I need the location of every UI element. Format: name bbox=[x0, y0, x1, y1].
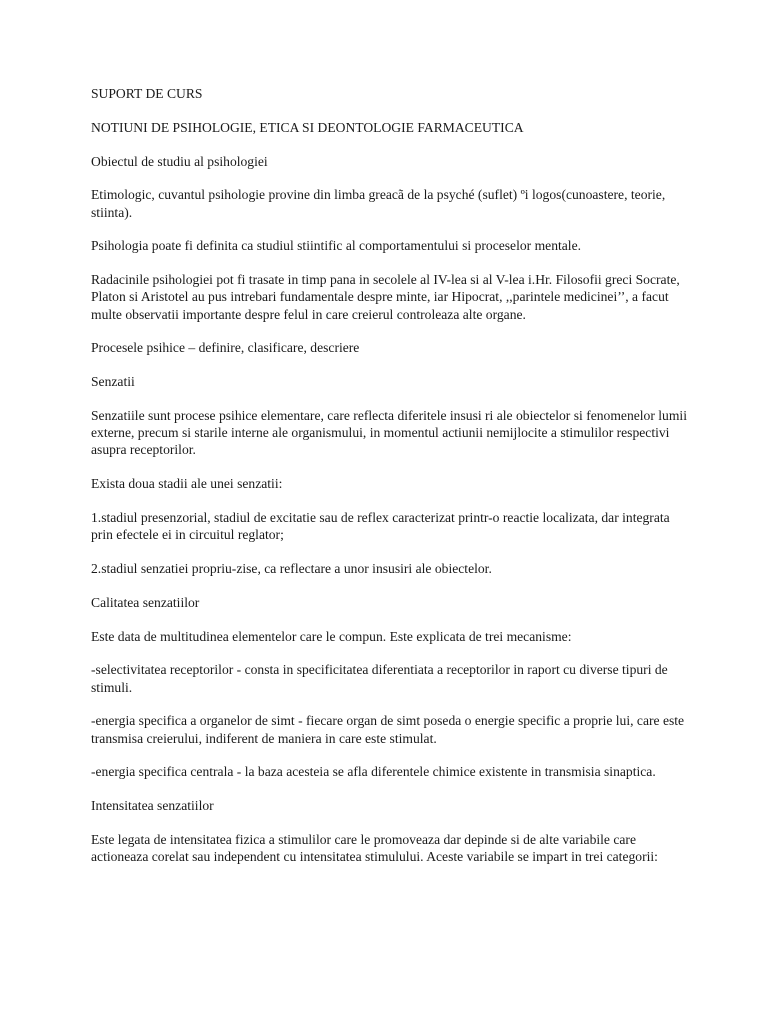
paragraph-mechanism-1: -selectivitatea receptorilor - consta in specificitatea diferentiata a receptorilor in raport cu diverse tipuri de stimuli. bbox=[91, 662, 668, 695]
course-title: NOTIUNI DE PSIHOLOGIE, ETICA SI DEONTOLOGIE FARMACEUTICA bbox=[91, 119, 524, 135]
paragraph-stage-1: 1.stadiul presenzorial, stadiul de excitatie sau de reflex caracterizat printr-o reactie localizata, dar integrata prin efectele ei in circuitul reglator; bbox=[91, 509, 670, 543]
course-label: SUPORT DE CURS bbox=[91, 86, 203, 101]
paragraph-sensations: Senzatiile sunt procese psihice elementare, care reflecta diferitele insusi ri ale obiectelor si fenomenelor lumii externe, precum si starile interne ale organismului, in momentul actiunii nemijlocite a stimulilor respectivi asupra receptorilor. bbox=[91, 407, 687, 458]
section-heading-object: Obiectul de studiu al psihologiei bbox=[91, 153, 268, 169]
section-heading-quality: Calitatea senzatiilor bbox=[91, 594, 200, 610]
section-heading-sensations: Senzatii bbox=[91, 374, 135, 390]
paragraph-roots: Radacinile psihologiei pot fi trasate in timp pana in secolele al IV-lea si al V-lea i.Hr. Filosofii greci Socrate, Platon si Aristotel au pus intrebari fundamentale despre minte, iar Hipocrat, ,,parintele medicinei’’, a facut multe observatii importante despre felul in care creierul controleaza alte organe. bbox=[91, 272, 680, 322]
paragraph-etymology: Etimologic, cuvantul psihologie provine din limba greacã de la psyché (suflet) ºi logos(cunoastere, teorie, stiinta). bbox=[91, 187, 666, 220]
paragraph-quality: Este data de multitudinea elementelor care le compun. Este explicata de trei mecanisme: bbox=[91, 628, 572, 644]
paragraph-definition: Psihologia poate fi definita ca studiul stiintific al comportamentului si proceselor mentale. bbox=[91, 238, 582, 254]
paragraph-stages-intro: Exista doua stadii ale unei senzatii: bbox=[91, 476, 283, 492]
paragraph-intensity: Este legata de intensitatea fizica a stimulilor care le promoveaza dar depinde si de alte variabile care actioneaza corelat sau independent cu intensitatea stimulului. Aceste variabile se impart in trei categorii: bbox=[91, 831, 658, 865]
paragraph-stage-2: 2.stadiul senzatiei propriu-zise, ca reflectare a unor insusiri ale obiectelor. bbox=[91, 560, 492, 576]
section-heading-processes: Procesele psihice – definire, clasificare, descriere bbox=[91, 340, 360, 356]
paragraph-mechanism-2: -energia specifica a organelor de simt - fiecare organ de simt poseda o energie specific a proprie lui, care este transmisa creierului, indiferent de maniera in care este stimulat. bbox=[91, 713, 685, 746]
section-heading-intensity: Intensitatea senzatiilor bbox=[91, 798, 214, 814]
paragraph-mechanism-3: -energia specifica centrala - la baza acesteia se afla diferentele chimice existente in transmisia sinaptica. bbox=[91, 764, 656, 780]
document-body bbox=[91, 85, 691, 882]
